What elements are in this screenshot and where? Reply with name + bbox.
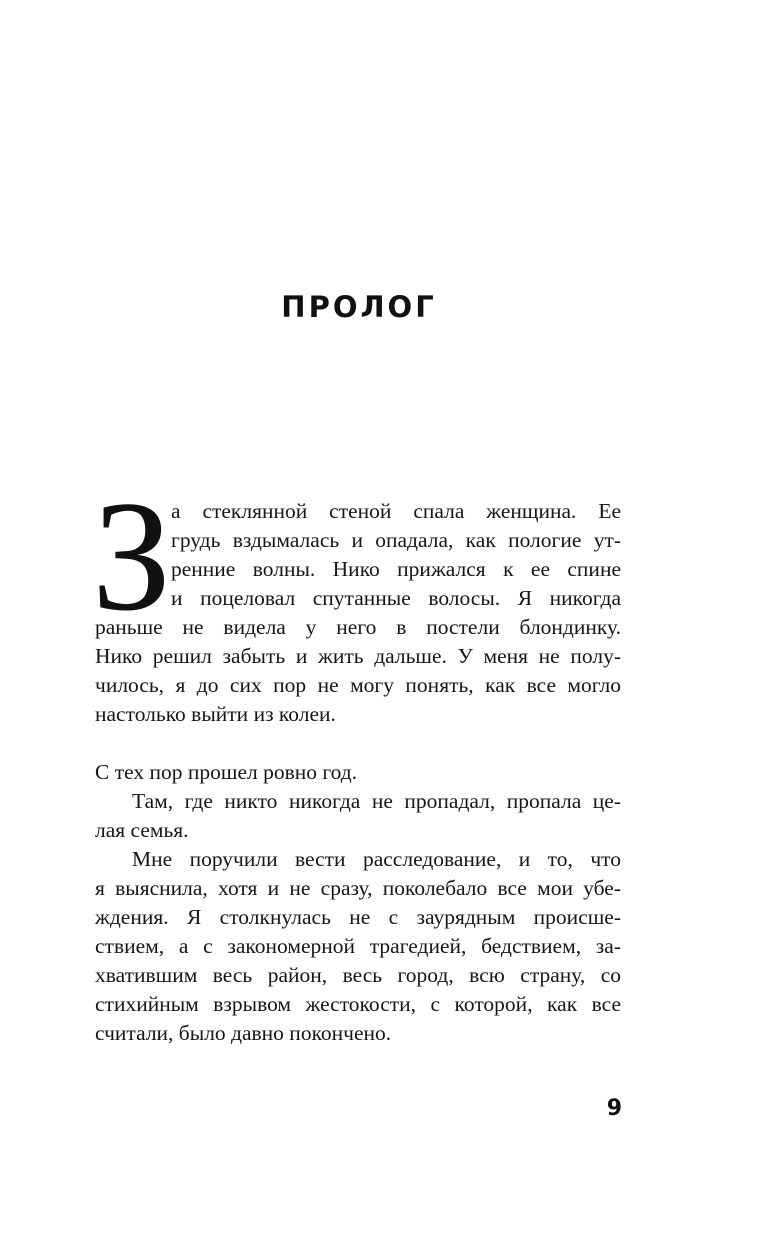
text-line: лая семья.	[95, 818, 189, 842]
text-line: ствием, а с закономерной трагедией, бедствием, за-	[95, 934, 621, 958]
text-line: и поцеловал спутанные волосы. Я никогда	[171, 586, 621, 610]
text-line: чилось, я до сих пор не могу понять, как все могло	[95, 673, 621, 697]
text-line: ренние волны. Нико прижался к ее спине	[171, 557, 621, 581]
text-line: считали, было давно покончено.	[95, 1021, 392, 1045]
chapter-title: ПРОЛОГ	[281, 290, 437, 324]
text-line: стихийным взрывом жестокости, с которой, как все	[95, 992, 621, 1016]
page-number: 9	[606, 1096, 622, 1121]
text-line: хватившим весь район, весь город, всю страну, со	[95, 963, 621, 987]
text-line: я выяснила, хотя и не сразу, поколебало все мои убе-	[95, 876, 621, 900]
drop-cap: З	[92, 469, 172, 644]
text-line: настолько выйти из колеи.	[95, 702, 336, 726]
text-line: С тех пор прошел ровно год.	[95, 760, 358, 784]
text-line: раньше не видела у него в постели блондинку.	[95, 615, 621, 639]
text-line: а стеклянной стеной спала женщина. Ее	[171, 499, 621, 523]
text-line: Там, где никто никогда не пропадал, пропала це-	[132, 789, 621, 813]
text-line: грудь вздымалась и опадала, как пологие ут-	[171, 528, 621, 552]
text-line: ждения. Я столкнулась не с заурядным происше-	[95, 905, 621, 929]
text-line: Нико решил забыть и жить дальше. У меня не полу-	[95, 644, 621, 668]
text-line: Мне поручили вести расследование, и то, что	[132, 847, 621, 871]
